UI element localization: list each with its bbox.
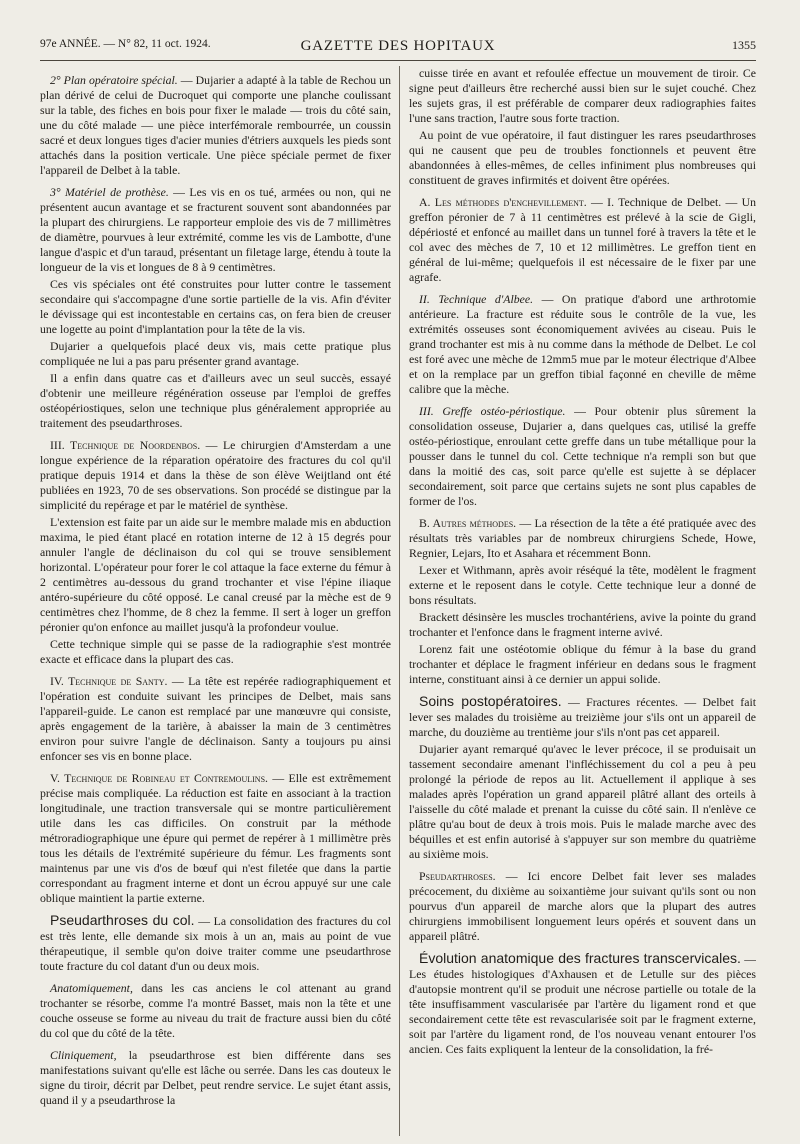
page-number: 1355 bbox=[732, 38, 756, 52]
paragraph bbox=[40, 1048, 391, 1108]
paragraph bbox=[409, 195, 756, 285]
paragraph-text: — Dujarier a adapté à la table de Rechou un plan dérivé de celui de Ducroquet qui comporte une planche coulissant sur la table, des fiches en bois pour fixer le malade — trois du côté sain, une du côté malade — une pièce interfémorale rembourrée, un coussin sacré et deux longues tiges d'acier munies d'étriers auxquels les pieds sont attachés dans la position verticale. Une pièce spéciale permet de fixer l'appareil de Delbet à la table. bbox=[40, 73, 391, 177]
paragraph bbox=[409, 128, 756, 188]
paragraph bbox=[40, 185, 391, 275]
paragraph bbox=[409, 742, 756, 862]
paragraph-text: — Les vis en os tué, armées ou non, qui ne présentent aucun avantage et se fracturent souvent sont abandonnées par la plupart des chirurgiens. Le rapporteur emploie des vis de 7 millimètres de diamètre, pourvues à leur extrémité, comme les vis de Lambotte, d'une langue d'aspic et d'un taraud, présentant un filetage large, étendu à toute la longueur de la vis et longues de 8 à 9 centimètres. bbox=[40, 185, 391, 274]
paragraph-text: — Les études histologiques d'Axhausen et de Letulle sur des pièces d'autopsie montrent qu'il se produit une nécrose partielle ou totale de la tête insuffisamment vascularisée par l'artère du ligament rond et que secondairement cette tête est revascularisée soit par le fragment externe, soit par l'artère du ligament rond, de l'os nouveau venant entourer l'os ancien. Ces faits expliquent la lenteur de la consolidation, la fré- bbox=[409, 952, 756, 1056]
paragraph bbox=[40, 277, 391, 337]
paragraph bbox=[40, 73, 391, 178]
paragraph-text: — Elle est extrêmement précise mais compliquée. La réduction est faite en associant à la traction longitudinale, une traction transversale qui se montre particulièrement utile dans les cas difficiles. On construit par la méthode métroradiographique une épure qui permet de repérer à 1 millimètre près tous les détails de l'extrémité supérieure du fémur. Les fragments sont maintenus par une vis d'os de bœuf qui n'est filetée que dans la partie correspondant au fragment interne et dont un écrou appuyé sur une cale oblique maintient la partie externe. bbox=[40, 771, 391, 905]
paragraph-heading: B. Autres méthodes. bbox=[419, 516, 517, 530]
right-column bbox=[409, 66, 756, 1138]
paragraph-heading: 3° Matériel de prothèse. bbox=[50, 185, 169, 199]
paragraph bbox=[40, 913, 391, 974]
paragraph-text: cuisse tirée en avant et refoulée effectue un mouvement de tiroir. Ce signe peut d'ailleurs être recherché aussi bien sur le sujet couché. Chez les sujets gras, il est préférable de comparer deux radiographies faites l'une sans traction, l'autre sous forte traction. bbox=[409, 66, 756, 125]
issue-info: 97e ANNÉE. — N° 82, 11 oct. 1924. bbox=[40, 38, 211, 50]
column-divider bbox=[399, 66, 400, 1136]
paragraph-text: — Fractures récentes. — Delbet fait lever ses malades du troisième au treizième jour s'ils ont un appareil de marche, du douzième au trentième jour s'ils n'ont pas cet appareil. bbox=[409, 695, 756, 739]
paragraph-text: dans les cas anciens le col attenant au grand trochanter se résorbe, comme l'a montré Basset, mais non la tête et une couche osseuse se forme au niveau du trait de fracture aussi bien du côté du col que du côté de la tête. bbox=[40, 981, 391, 1040]
paragraph-heading: Cliniquement, bbox=[50, 1048, 117, 1062]
paragraph bbox=[409, 642, 756, 687]
paragraph-text: Dujarier a quelquefois placé deux vis, mais cette pratique plus compliquée ne lui a pas paru présenter grand avantage. bbox=[40, 339, 391, 368]
paragraph-heading: III. Greffe ostéo-périostique. bbox=[419, 404, 566, 418]
paragraph-text: — La résection de la tête a été pratiquée avec des résultats très variables par de nombreux chirurgiens Schede, Howe, Regnier, Lejars, Ito et Asahara et récemment Bonn. bbox=[409, 516, 756, 560]
paragraph-text: — On pratique d'abord une arthrotomie antérieure. La fracture est réduite sous le contrôle de la vue, les extrémités osseuses sont économiquement avivées au ciseau. Puis le grand trochanter est mis à nu comme dans la méthode de Delbet. Le col est foré avec une mèche de 12mm5 mue par le moteur électrique d'Albee et on la remplace par un greffon tibial façonné en cheville de même calibre que la mèche. bbox=[409, 292, 756, 396]
paragraph-heading: II. Technique d'Albee. bbox=[419, 292, 534, 306]
paragraph bbox=[409, 869, 756, 944]
paragraph-text: Dujarier ayant remarqué qu'avec le lever précoce, il se produisait un tassement secondaire amenant l'infléchissement du col a peu à peu prolongé la période de repos au lit. Actuellement il applique à ses malades après l'opération un grand appareil plâtré allant des orteils à l'aisselle du côté malade et prenant la cuisse du côté sain. Il n'enlève ce plâtre qu'au bout de deux à trois mois. Puis le malade marche avec des béquilles et est enfin autorisé à s'appuyer sur son membre du quatrième au sixième mois. bbox=[409, 742, 756, 861]
paragraph-heading: A. Les méthodes d'enchevillement. bbox=[419, 195, 587, 209]
paragraph bbox=[409, 516, 756, 561]
paragraph bbox=[40, 981, 391, 1041]
paragraph-heading: Anatomiquement, bbox=[50, 981, 133, 995]
paragraph bbox=[40, 674, 391, 764]
paragraph bbox=[409, 610, 756, 640]
paragraph bbox=[409, 292, 756, 397]
paragraph-text: la pseudarthrose est bien différente dans ses manifestations suivant qu'elle est lâche ou serrée. Dans les cas douteux le signe du tiroir, décrit par Delbet, peut rendre service. Le sujet étant assis, quand il y a pseudarthrose la bbox=[40, 1048, 391, 1107]
paragraph-text: — Pour obtenir plus sûrement la consolidation osseuse, Dujarier a, dans quelques cas, utilisé la greffe ostéo-périostique, enroulant cette greffe dans un tube métallique pour la pousser dans le tunnel du col. Cette technique n'a rempli son but que dans la moitié des cas, soit parce qu'elle est sujette à se déplacer secondairement, soit parce que certains sujets ne sont plus capables de former de l'os. bbox=[409, 404, 756, 508]
left-column bbox=[40, 66, 391, 1138]
paragraph-text: L'extension est faite par un aide sur le membre malade mis en abduction maxima, le pied étant placé en rotation interne de 12 à 15 degrés pour annuler l'angle de déclinaison du col qui se trouve sensiblement horizontal. L'opérateur pour forer le col attaque la face externe du fémur à 2 centimètres au-dessous du grand trochanter et vise l'épine iliaque antéro-supérieure du côté opposé. Le canal creusé par la mèche est de 9 centimètres chez l'homme, de 8 chez la femme. Il sert à loger un greffon péronier qu'on enfonce au maillet jusqu'à la profondeur voulue. bbox=[40, 515, 391, 634]
paragraph-heading: Pseudarthroses. bbox=[419, 869, 496, 883]
paragraph-text: — Le chirurgien d'Amsterdam a une longue expérience de la réparation opératoire des fractures du col qu'il pratique depuis 1914 et dans la thèse de son élève Weijtland ont été publiées en 1923, 70 de ses observations. Son procédé se distingue par la simplicité du repérage et par le matériel de synthèse. bbox=[40, 438, 391, 512]
paragraph bbox=[409, 563, 756, 608]
paragraph-text: — La tête est repérée radiographiquement et l'opération est conduite suivant les principes de Delbet, mais sans l'appareil-guide. Le canon est remplacé par une manœuvre qui consiste, après engagement de la tarière, à abaisser la main de 3 centimètres environ pour suivre l'angle de déclinaison. Santy a toujours pu ainsi enfoncer ses vis en bonne place. bbox=[40, 674, 391, 763]
journal-title: GAZETTE DES HOPITAUX bbox=[300, 38, 496, 54]
paragraph bbox=[40, 371, 391, 431]
paragraph bbox=[409, 404, 756, 509]
paragraph-text: Lexer et Withmann, après avoir réséqué la tête, modèlent le fragment externe et le reposent dans le cotyle. Cette technique leur a donné de bons résultats. bbox=[409, 563, 756, 607]
paragraph bbox=[409, 951, 756, 1057]
paragraph bbox=[40, 438, 391, 513]
paragraph-heading: Évolution anatomique des fractures transcervicales. bbox=[419, 950, 741, 966]
paragraph-text: Au point de vue opératoire, il faut distinguer les rares pseudarthroses qui ne causent que peu de troubles fonctionnels et peuvent être abandonnées à elles-mêmes, de celles infiniment plus nombreuses qui constituent de graves infirmités et doivent être opérées. bbox=[409, 128, 756, 187]
running-header bbox=[40, 38, 756, 61]
paragraph-text: Brackett désinsère les muscles trochantériens, avive la pointe du grand trochanter et l'enfonce dans le fragment interne avivé. bbox=[409, 610, 756, 639]
paragraph-heading: III. Technique de Noordenbos. bbox=[50, 438, 201, 452]
paragraph bbox=[40, 771, 391, 906]
paragraph bbox=[409, 66, 756, 126]
paragraph-heading: Soins postopératoires. bbox=[419, 693, 562, 709]
paragraph bbox=[40, 515, 391, 635]
paragraph-text: — Ici encore Delbet fait lever ses malades précocement, du dixième au soixantième jour suivant qu'ils sont ou non pourvus d'un appareil de marche alors que la plupart des autres chirurgiens immobilisent longuement leurs opérés et souvent dans un appareil plâtré. bbox=[409, 869, 756, 943]
paragraph-text: Cette technique simple qui se passe de la radiographie s'est montrée exacte et efficace dans la plupart des cas. bbox=[40, 637, 391, 666]
paragraph-heading: IV. Technique de Santy. bbox=[50, 674, 168, 688]
paragraph bbox=[40, 339, 391, 369]
paragraph-heading: 2° Plan opératoire spécial. bbox=[50, 73, 178, 87]
paragraph-text: Lorenz fait une ostéotomie oblique du fémur à la base du grand trochanter et déplace le fragment inférieur en dedans sous le fragment interne, constituant ainsi à ce dernier un appui solide. bbox=[409, 642, 756, 686]
paragraph-text: Ces vis spéciales ont été construites pour lutter contre le tassement secondaire qui s'accompagne d'une sortie partielle de la vis. Afin d'éviter le dévissage qui est incontestable en certains cas, on fera bien de creuser une logette au point d'implantation pour la tête de la vis. bbox=[40, 277, 391, 336]
paragraph-text: — I. Technique de Delbet. — Un greffon péronier de 7 à 11 centimètres est prélevé à la scie de Gigli, dépériosté et enfoncé au maillet dans un tunnel foré à travers la tête et le col avec des mèches de 7, 10 et 12 millimètres. Le greffon tient en général de lui-même; quelquefois il est nécessaire de le fixer par une agrafe. bbox=[409, 195, 756, 284]
paragraph bbox=[409, 694, 756, 740]
paragraph-heading: V. Technique de Robineau et Contremoulins. bbox=[50, 771, 268, 785]
paragraph-heading: Pseudarthroses du col. bbox=[50, 912, 195, 928]
paragraph-text: Il a enfin dans quatre cas et d'ailleurs avec un seul succès, essayé d'obtenir une meilleure régénération osseuse par l'emploi de greffes ostéopériostiques, selon une technique plus généralement appropriée au traitement des pseudarthroses. bbox=[40, 371, 391, 430]
paragraph bbox=[40, 637, 391, 667]
paragraph-text: — La consolidation des fractures du col est très lente, elle demande six mois à un an, mais au point de vue thérapeutique, il semble qu'on doive traiter comme une pseudarthrose toute fracture du col datant d'un ou deux mois. bbox=[40, 914, 391, 973]
